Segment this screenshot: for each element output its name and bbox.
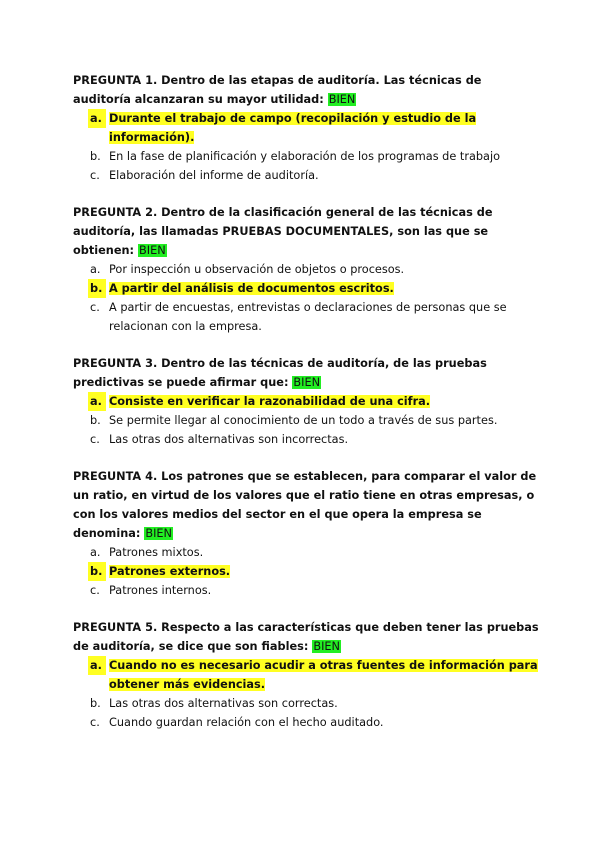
option-letter: c. xyxy=(90,169,100,182)
option-c xyxy=(73,430,540,449)
option-text: Durante el trabajo de campo (recopilación y estudio de la información). xyxy=(109,112,477,144)
question-4 xyxy=(73,467,540,600)
question-text: PREGUNTA 4. Los patrones que se establecen, para comparar el valor de un ratio, en virtud de los valores que el ratio tiene en otras empresas, o con los valores medios del sector en el que opera la empresa se denomina: BIEN xyxy=(73,470,537,540)
option-text: Las otras dos alternativas son incorrectas. xyxy=(109,433,349,446)
option-c xyxy=(73,581,540,600)
option-letter: a. xyxy=(90,263,101,276)
option-text: Se permite llegar al conocimiento de un todo a través de sus partes. xyxy=(109,414,498,427)
option-a xyxy=(73,260,540,279)
option-c xyxy=(73,298,540,336)
option-text: Cuando guardan relación con el hecho auditado. xyxy=(109,716,384,729)
option-c xyxy=(73,166,540,185)
option-list xyxy=(73,109,540,185)
question-3 xyxy=(73,354,540,449)
option-list xyxy=(73,656,540,732)
option-letter: c. xyxy=(90,433,100,446)
option-text: Las otras dos alternativas son correctas. xyxy=(109,697,338,710)
option-letter: a. xyxy=(88,109,106,128)
option-letter: a. xyxy=(88,392,106,411)
option-list xyxy=(73,392,540,449)
option-text: Patrones externos. xyxy=(109,565,231,578)
option-letter: c. xyxy=(90,584,100,597)
option-text: A partir del análisis de documentos escritos. xyxy=(109,282,394,295)
option-text: Elaboración del informe de auditoría. xyxy=(109,169,319,182)
question-text: PREGUNTA 5. Respecto a las características que deben tener las pruebas de auditoría, se dice que son fiables: BIEN xyxy=(73,621,539,653)
option-text: Patrones internos. xyxy=(109,584,212,597)
option-b xyxy=(73,411,540,430)
option-list xyxy=(73,543,540,600)
question-text: PREGUNTA 1. Dentro de las etapas de auditoría. Las técnicas de auditoría alcanzaran su mayor utilidad: BIEN xyxy=(73,74,482,106)
question-1 xyxy=(73,71,540,185)
option-c xyxy=(73,713,540,732)
option-a-correct xyxy=(73,656,540,694)
option-b xyxy=(73,694,540,713)
option-b-correct xyxy=(73,562,540,581)
result-badge: BIEN xyxy=(293,376,321,389)
option-letter: c. xyxy=(90,301,100,314)
result-badge: BIEN xyxy=(145,527,172,540)
option-text: Consiste en verificar la razonabilidad de una cifra. xyxy=(109,395,431,408)
option-a-correct xyxy=(73,109,540,147)
option-text: Patrones mixtos. xyxy=(109,546,204,559)
option-letter: b. xyxy=(88,279,106,298)
result-badge: BIEN xyxy=(138,244,166,257)
option-letter: b. xyxy=(90,150,101,163)
result-badge: BIEN xyxy=(313,640,340,653)
question-2 xyxy=(73,203,540,336)
option-text: Cuando no es necesario acudir a otras fuentes de información para obtener más evidencias. xyxy=(109,659,538,691)
option-letter: a. xyxy=(88,656,106,675)
option-text: Por inspección u observación de objetos o procesos. xyxy=(109,263,405,276)
option-text: A partir de encuestas, entrevistas o declaraciones de personas que se relacionan con la empresa. xyxy=(109,301,507,333)
option-text: En la fase de planificación y elaboración de los programas de trabajo xyxy=(109,150,501,163)
option-letter: b. xyxy=(90,414,101,427)
option-list xyxy=(73,260,540,336)
option-a-correct xyxy=(73,392,540,411)
result-badge: BIEN xyxy=(328,93,356,106)
option-b-correct xyxy=(73,279,540,298)
option-b xyxy=(73,147,540,166)
option-letter: a. xyxy=(90,546,101,559)
option-letter: b. xyxy=(88,562,106,581)
question-text: PREGUNTA 2. Dentro de la clasificación general de las técnicas de auditoría, las llamadas PRUEBAS DOCUMENTALES, son las que se obtienen: BIEN xyxy=(73,206,493,257)
option-a xyxy=(73,543,540,562)
question-5 xyxy=(73,618,540,732)
option-letter: c. xyxy=(90,716,100,729)
option-letter: b. xyxy=(90,697,101,710)
question-text: PREGUNTA 3. Dentro de las técnicas de auditoría, de las pruebas predictivas se puede afirmar que: BIEN xyxy=(73,357,487,389)
